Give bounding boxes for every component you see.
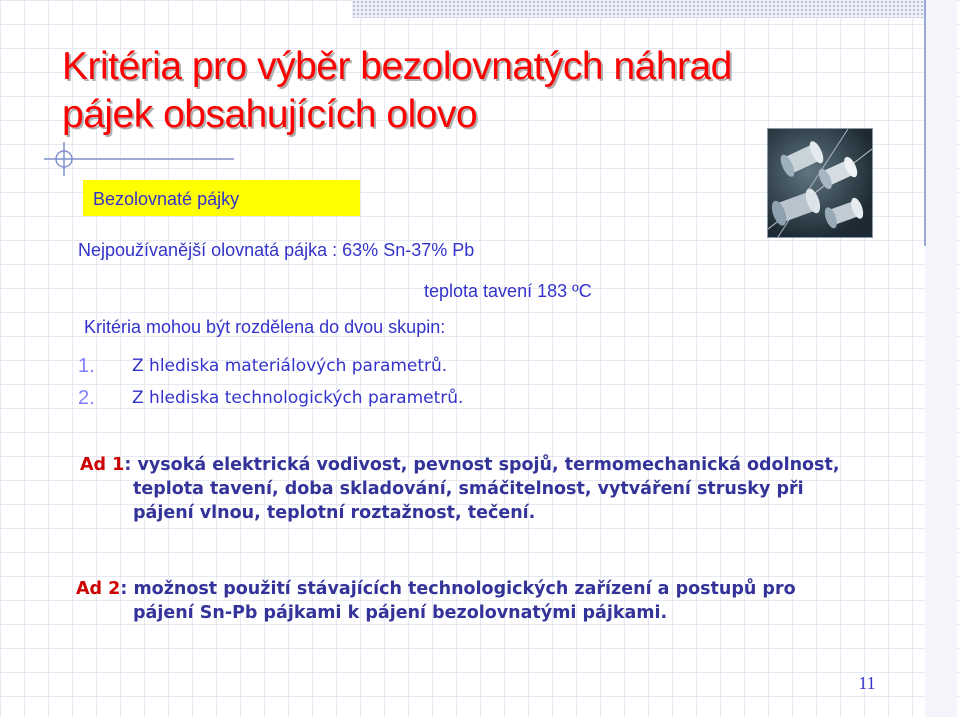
- solder-spools-photo: [767, 128, 873, 238]
- ad2-line-1: : možnost použití stávajících technologických zařízení a postupů pro: [120, 579, 796, 599]
- list-number: 1.: [78, 355, 95, 377]
- slide-title: [62, 43, 732, 139]
- ad1-line-2: teplota tavení, doba skladování, smáčitelnost, vytváření strusky při: [133, 479, 804, 499]
- decorative-right-line: [924, 0, 926, 246]
- decorative-top-bar: [352, 0, 927, 18]
- melting-point-line: teplota tavení 183 ºC: [424, 281, 592, 301]
- highlight-box: [83, 180, 360, 216]
- ad1-paragraph: [80, 453, 839, 525]
- title-line-2: pájek obsahujících olovo: [62, 93, 478, 136]
- ad1-number: 1: [112, 455, 125, 475]
- decorative-right-stripe: [925, 0, 957, 717]
- title-line-1: Kritéria pro výběr bezolovnatých náhrad: [62, 45, 732, 88]
- ad2-paragraph: [76, 577, 796, 625]
- page-number: 11: [858, 673, 876, 693]
- ad1-label: Ad: [80, 455, 113, 475]
- ad2-number: 2: [108, 579, 121, 599]
- solder-composition-line: Nejpoužívanější olovnatá pájka : 63% Sn-37% Pb: [78, 240, 475, 260]
- ad2-label: Ad: [76, 579, 109, 599]
- criteria-intro: Kritéria mohou být rozdělena do dvou skupin:: [84, 317, 446, 337]
- list-text: Z hlediska technologických parametrů.: [132, 388, 464, 408]
- list-text: Z hlediska materiálových parametrů.: [132, 356, 448, 376]
- crosshair-decoration-icon: [44, 142, 234, 176]
- list-number: 2.: [78, 387, 95, 409]
- ad1-line-1: : vysoká elektrická vodivost, pevnost spojů, termomechanická odolnost,: [124, 455, 840, 475]
- solder-spools-icon: [768, 129, 872, 237]
- highlight-label: Bezolovnaté pájky: [93, 189, 240, 209]
- ad2-line-2: pájení Sn-Pb pájkami k pájení bezolovnatými pájkami.: [133, 603, 668, 623]
- ad1-line-3: pájení vlnou, teplotní roztažnost, tečení.: [133, 503, 536, 523]
